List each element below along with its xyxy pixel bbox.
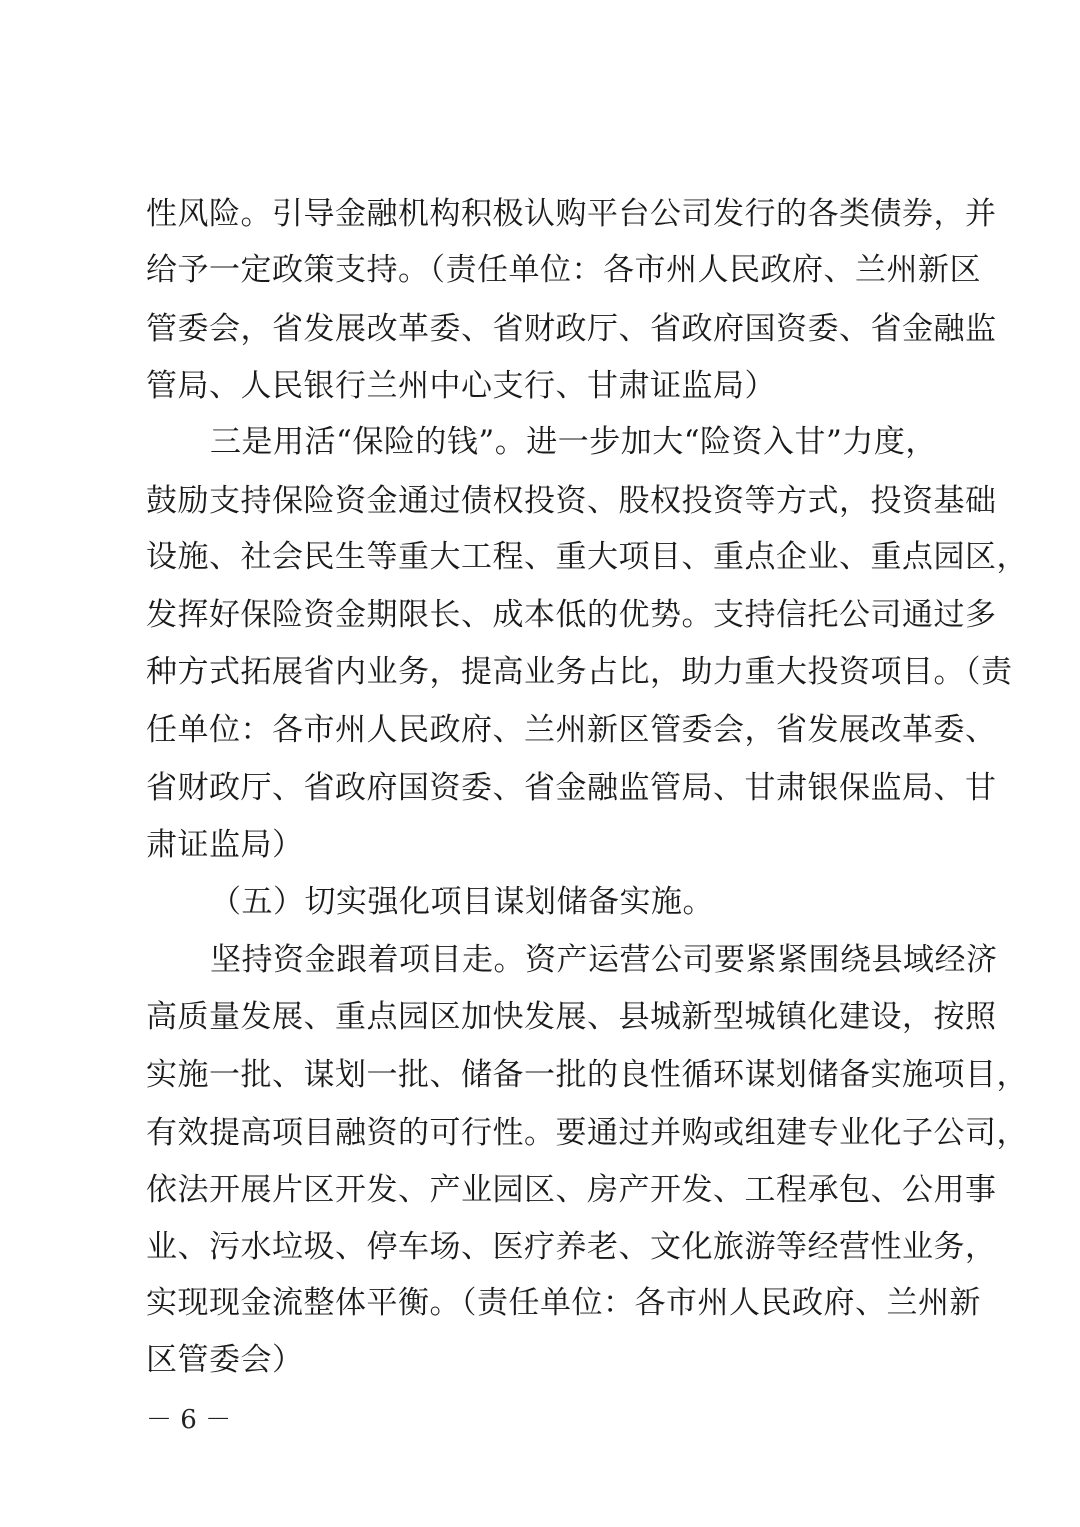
text-line: 实现现金流整体平衡。（责任单位：各市州人民政府、兰州新 bbox=[146, 1285, 981, 1321]
text-line: 有效提高项目融资的可行性。要通过并购或组建专业化子公司， bbox=[146, 1115, 1028, 1151]
text-line: 依法开展片区开发、产业园区、房产开发、工程承包、公用事 bbox=[146, 1172, 997, 1208]
text-line: 种方式拓展省内业务，提高业务占比，助力重大投资项目。（责 bbox=[146, 654, 1013, 690]
text-line: 肃证监局） bbox=[146, 827, 304, 863]
text-line: 区管委会） bbox=[146, 1342, 304, 1378]
text-line: 发挥好保险资金期限长、成本低的优势。支持信托公司通过多 bbox=[146, 597, 997, 633]
page-number: － 6 － bbox=[146, 1405, 232, 1435]
text-line: 性风险。引导金融机构积极认购平台公司发行的各类债券，并 bbox=[146, 196, 997, 232]
text-line: 管委会，省发展改革委、省财政厅、省政府国资委、省金融监 bbox=[146, 311, 997, 347]
text-line: 业、污水垃圾、停车场、医疗养老、文化旅游等经营性业务， bbox=[146, 1229, 997, 1265]
text-line: 管局、人民银行兰州中心支行、甘肃证监局） bbox=[146, 368, 776, 404]
section-heading: （五）切实强化项目谋划储备实施。 bbox=[210, 884, 714, 920]
text-line: 三是用活“保险的钱”。进一步加大“险资入甘”力度， bbox=[210, 424, 937, 460]
text-line: 坚持资金跟着项目走。资产运营公司要紧紧围绕县域经济 bbox=[210, 942, 998, 978]
text-line: 省财政厅、省政府国资委、省金融监管局、甘肃银保监局、甘 bbox=[146, 770, 997, 806]
text-line: 鼓励支持保险资金通过债权投资、股权投资等方式，投资基础 bbox=[146, 483, 997, 519]
text-line: 高质量发展、重点园区加快发展、县城新型城镇化建设，按照 bbox=[146, 999, 997, 1035]
text-line: 给予一定政策支持。（责任单位：各市州人民政府、兰州新区 bbox=[146, 252, 981, 288]
text-line: 任单位：各市州人民政府、兰州新区管委会，省发展改革委、 bbox=[146, 712, 997, 748]
text-line: 设施、社会民生等重大工程、重大项目、重点企业、重点园区， bbox=[146, 539, 1028, 575]
text-line: 实施一批、谋划一批、储备一批的良性循环谋划储备实施项目， bbox=[146, 1057, 1028, 1093]
